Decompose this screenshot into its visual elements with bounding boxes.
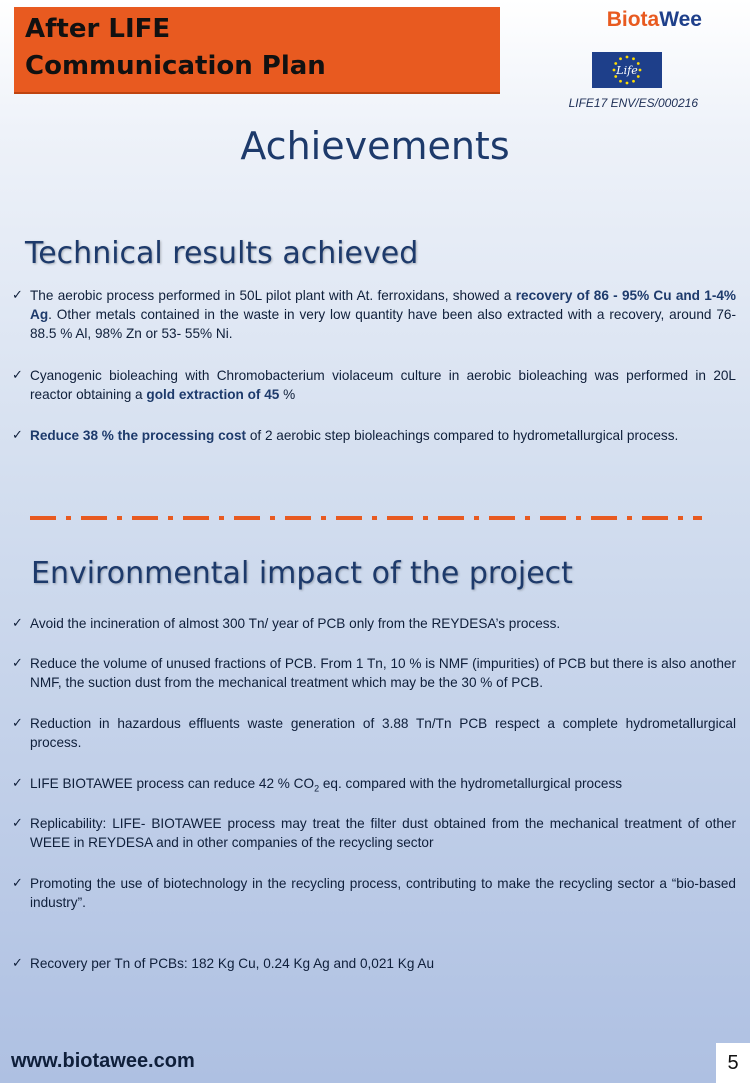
list-item: ✓ Reduce 38 % the processing cost of 2 aerobic step bioleachings compared to hydrometallurgical process. bbox=[12, 428, 679, 443]
eu-star-icon bbox=[613, 69, 616, 72]
section-heading-technical: Technical results achieved bbox=[25, 236, 419, 271]
checkmark-icon: ✓ bbox=[12, 616, 23, 631]
checkmark-icon: ✓ bbox=[12, 288, 23, 303]
eu-star-icon bbox=[626, 56, 629, 59]
checkmark-icon: ✓ bbox=[12, 716, 23, 731]
eu-star-icon bbox=[619, 80, 622, 83]
section-heading-environmental: Environmental impact of the project bbox=[31, 556, 573, 591]
biotawee-logo bbox=[607, 8, 702, 32]
logo-part-biota: Biota bbox=[606, 8, 660, 31]
list-item: ✓ Reduce the volume of unused fractions of PCB. From 1 Tn, 10 % is NMF (impurities) of PCB but there is also another NMF, the suction dust from the mechanical treatment which may be the 30 % of PCB. bbox=[12, 656, 736, 690]
list-item: ✓ Promoting the use of biotechnology in the recycling process, contributing to make the recycling sector a “bio-based industry”. bbox=[12, 876, 736, 910]
banner-line-2: Communication Plan bbox=[25, 51, 326, 81]
page-title: Achievements bbox=[240, 124, 510, 168]
eu-star-icon bbox=[626, 82, 629, 85]
life-logo-text: Life bbox=[616, 64, 638, 77]
list-item: ✓ LIFE BIOTAWEE process can reduce 42 % $CO_2$ eq. compared with the hydrometallurgical process bbox=[12, 776, 623, 794]
section-divider bbox=[30, 515, 702, 521]
banner-line-1: After LIFE bbox=[25, 14, 171, 44]
header-banner bbox=[14, 7, 500, 94]
checkmark-icon: ✓ bbox=[12, 776, 23, 791]
list-item: ✓ Cyanogenic bioleaching with Chromobacterium violaceum culture in aerobic bioleaching was performed in 20L reactor obtaining a gold extraction of 45 % bbox=[12, 368, 736, 402]
logo-part-wee: Wee bbox=[659, 8, 702, 31]
checkmark-icon: ✓ bbox=[12, 876, 23, 891]
eu-life-flag-icon bbox=[592, 52, 662, 88]
list-item: ✓ Avoid the incineration of almost 300 Tn/ year of PCB only from the REYDESA’s process. bbox=[12, 616, 561, 631]
project-reference: LIFE17 ENV/ES/000216 bbox=[568, 96, 698, 110]
checkmark-icon: ✓ bbox=[12, 956, 23, 971]
list-item: ✓ Recovery per Tn of PCBs: 182 Kg Cu, 0.24 Kg Ag and 0,021 Kg Au bbox=[12, 956, 435, 971]
eu-star-icon bbox=[632, 80, 635, 83]
page-number: 5 bbox=[716, 1043, 750, 1083]
checkmark-icon: ✓ bbox=[12, 656, 23, 671]
eu-star-icon bbox=[639, 69, 642, 72]
checkmark-icon: ✓ bbox=[12, 428, 23, 443]
list-item: ✓ Reduction in hazardous effluents waste generation of 3.88 Tn/Tn PCB respect a complete hydrometallurgical process. bbox=[12, 716, 736, 750]
eu-star-icon bbox=[619, 57, 622, 60]
checkmark-icon: ✓ bbox=[12, 816, 23, 831]
checkmark-icon: ✓ bbox=[12, 368, 23, 383]
eu-star-icon bbox=[632, 57, 635, 60]
website-link[interactable]: www.biotawee.com bbox=[11, 1050, 195, 1072]
list-item: ✓ The aerobic process performed in 50L pilot plant with At. ferroxidans, showed a recovery of 86 - 95% Cu and 1-4% Ag. Other metals contained in the waste in very low quantity have been also extracted with a recovery, around 76-88.5 % Al, 98% Zn or 53- 55% Ni. bbox=[12, 288, 736, 341]
list-item: ✓ Replicability: LIFE- BIOTAWEE process may treat the filter dust obtained from the mechanical treatment of other WEEE in REYDESA and in other companies of the recycling sector bbox=[12, 816, 736, 850]
